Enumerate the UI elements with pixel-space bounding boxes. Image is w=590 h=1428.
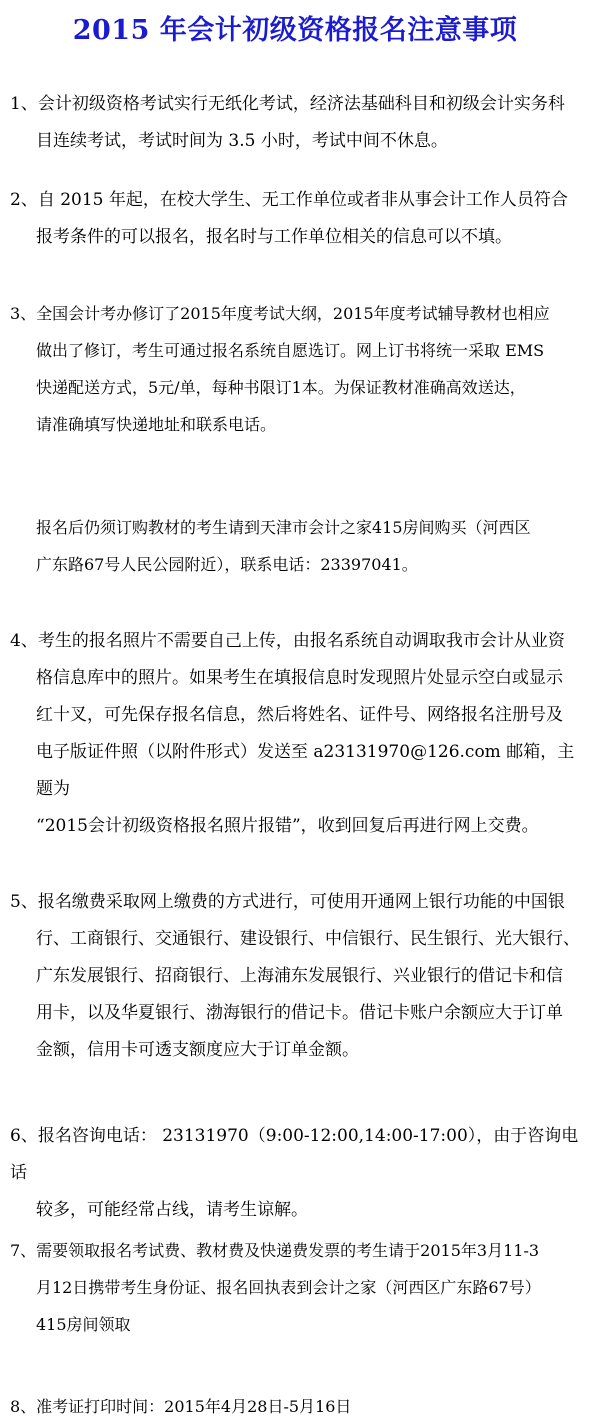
list-item-1 bbox=[10, 86, 582, 160]
item-line: 请准确填写快递地址和联系电话。 bbox=[36, 415, 277, 434]
item-line: “2015会计初级资格报名照片报错”，收到回复后再进行网上交费。 bbox=[36, 816, 539, 836]
list-item-2 bbox=[10, 182, 582, 256]
list-item-3 bbox=[10, 295, 582, 443]
item-line: 1、会计初级资格考试实行无纸化考试，经济法基础科目和初级会计实务科 bbox=[10, 94, 565, 114]
item-line: 快递配送方式，5元/单，每种书限订1本。为保证教材准确高效送达， bbox=[36, 378, 526, 397]
item-line: 格信息库中的照片。如果考生在填报信息时发现照片处显示空白或显示 bbox=[36, 668, 563, 688]
item-line: 4、考生的报名照片不需要自己上传，由报名系统自动调取我市会计从业资 bbox=[10, 631, 565, 651]
item-line: 做出了修订，考生可通过报名系统自愿选订。网上订书将统一采取 EMS bbox=[36, 341, 545, 360]
item-line: 广东发展银行、招商银行、上海浦东发展银行、兴业银行的借记卡和信 bbox=[36, 966, 563, 986]
item-line: 金额，信用卡可透支额度应大于订单金额。 bbox=[36, 1040, 359, 1060]
item-line: 目连续考试，考试时间为 3.5 小时，考试中间不休息。 bbox=[36, 131, 448, 151]
note-line: 广东路67号人民公园附近），联系电话：23397041。 bbox=[36, 555, 418, 574]
list-item-5 bbox=[10, 884, 582, 1069]
item-line: 红十叉，可先保存报名信息，然后将姓名、证件号、网络报名注册号及 bbox=[36, 705, 563, 725]
item-line: 5、报名缴费采取网上缴费的方式进行，可使用开通网上银行功能的中国银 bbox=[10, 892, 565, 912]
item-line: 7、需要领取报名考试费、教材费及快递费发票的考生请于2015年3月11-3 bbox=[10, 1241, 540, 1260]
note-line: 报名后仍须订购教材的考生请到天津市会计之家415房间购买（河西区 bbox=[36, 518, 531, 537]
item-line: 3、全国会计考办修订了2015年度考试大纲，2015年度考试辅导教材也相应 bbox=[10, 304, 550, 323]
item-line: 较多，可能经常占线，请考生谅解。 bbox=[36, 1200, 308, 1220]
item-line: 电子版证件照（以附件形式）发送至 a23131970@126.com 邮箱，主题为 bbox=[36, 742, 575, 799]
item-line: 8、准考证打印时间：2015年4月28日-5月16日 bbox=[10, 1397, 352, 1416]
item-line: 月12日携带考生身份证、报名回执表到会计之家（河西区广东路67号） bbox=[36, 1278, 541, 1297]
item-line: 415房间领取 bbox=[36, 1315, 131, 1334]
item-line: 行、工商银行、交通银行、建设银行、中信银行、民生银行、光大银行、 bbox=[36, 929, 580, 949]
list-item-6 bbox=[10, 1118, 582, 1229]
item-line: 报考条件的可以报名，报名时与工作单位相关的信息可以不填。 bbox=[36, 227, 512, 247]
item-line: 用卡，以及华夏银行、渤海银行的借记卡。借记卡账户余额应大于订单 bbox=[36, 1003, 563, 1023]
item-3-note bbox=[36, 509, 584, 583]
item-line: 2、自 2015 年起，在校大学生、无工作单位或者非从事会计工作人员符合 bbox=[10, 190, 568, 210]
list-item-4 bbox=[10, 623, 582, 845]
page-title: 2015 年会计初级资格报名注意事项 bbox=[72, 15, 518, 46]
list-item-8 bbox=[10, 1388, 582, 1425]
list-item-7 bbox=[10, 1232, 582, 1343]
item-line: 6、报名咨询电话： 23131970（9:00-12:00,14:00-17:00），由于咨询电话 bbox=[10, 1126, 579, 1183]
